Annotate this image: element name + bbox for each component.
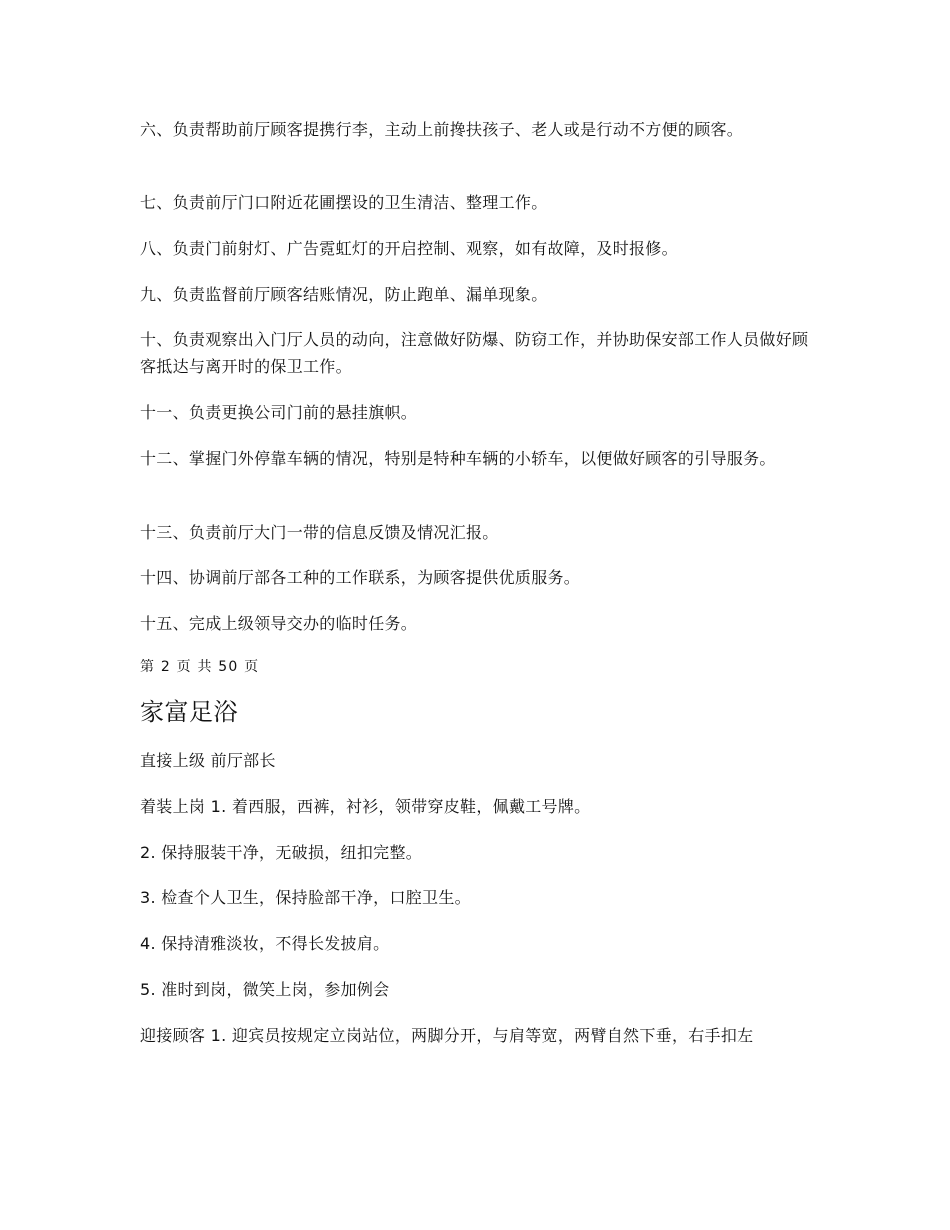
company-title: 家富足浴 xyxy=(140,698,238,726)
duty-item-12: 十二、掌握门外停靠车辆的情况，特别是特种车辆的小轿车，以便做好顾客的引导服务。 xyxy=(140,449,776,468)
page-footer: 第 2 页 共 50 页 xyxy=(140,659,260,675)
duty-item-15: 十五、完成上级领导交办的临时任务。 xyxy=(140,614,418,633)
duty-item-11: 十一、负责更换公司门前的悬挂旗帜。 xyxy=(140,403,418,422)
duty-item-13: 十三、负责前厅大门一带的信息反馈及情况汇报。 xyxy=(140,523,499,542)
dress-item-1: 着装上岗 1. 着西服，西裤，衬衫，领带穿皮鞋，佩戴工号牌。 xyxy=(140,797,591,816)
duty-item-7: 七、负责前厅门口附近花圃摆设的卫生清洁、整理工作。 xyxy=(140,193,548,212)
supervisor-line: 直接上级 前厅部长 xyxy=(140,751,276,770)
dress-item-2: 2. 保持服装干净，无破损，纽扣完整。 xyxy=(140,843,423,862)
duty-item-8: 八、负责门前射灯、广告霓虹灯的开启控制、观察，如有故障，及时报修。 xyxy=(140,239,678,258)
dress-item-4: 4. 保持清雅淡妆，不得长发披肩。 xyxy=(140,934,390,953)
duty-item-6: 六、负责帮助前厅顾客提携行李，主动上前搀扶孩子、老人或是行动不方便的顾客。 xyxy=(140,120,744,139)
duty-item-10: 十、负责观察出入门厅人员的动向，注意做好防爆、防窃工作，并协助保安部工作人员做好顾客抵达与离开时的保卫工作。 xyxy=(140,330,809,376)
dress-item-5: 5. 准时到岗，微笑上岗，参加例会 xyxy=(140,980,390,999)
duty-item-14: 十四、协调前厅部各工种的工作联系，为顾客提供优质服务。 xyxy=(140,568,581,587)
greeting-item-1: 迎接顾客 1. 迎宾员按规定立岗站位，两脚分开，与肩等宽，两臂自然下垂，右手扣左 xyxy=(140,1026,754,1045)
duty-item-9: 九、负责监督前厅顾客结账情况，防止跑单、漏单现象。 xyxy=(140,285,548,304)
dress-item-3: 3. 检查个人卫生，保持脸部干净，口腔卫生。 xyxy=(140,888,471,907)
